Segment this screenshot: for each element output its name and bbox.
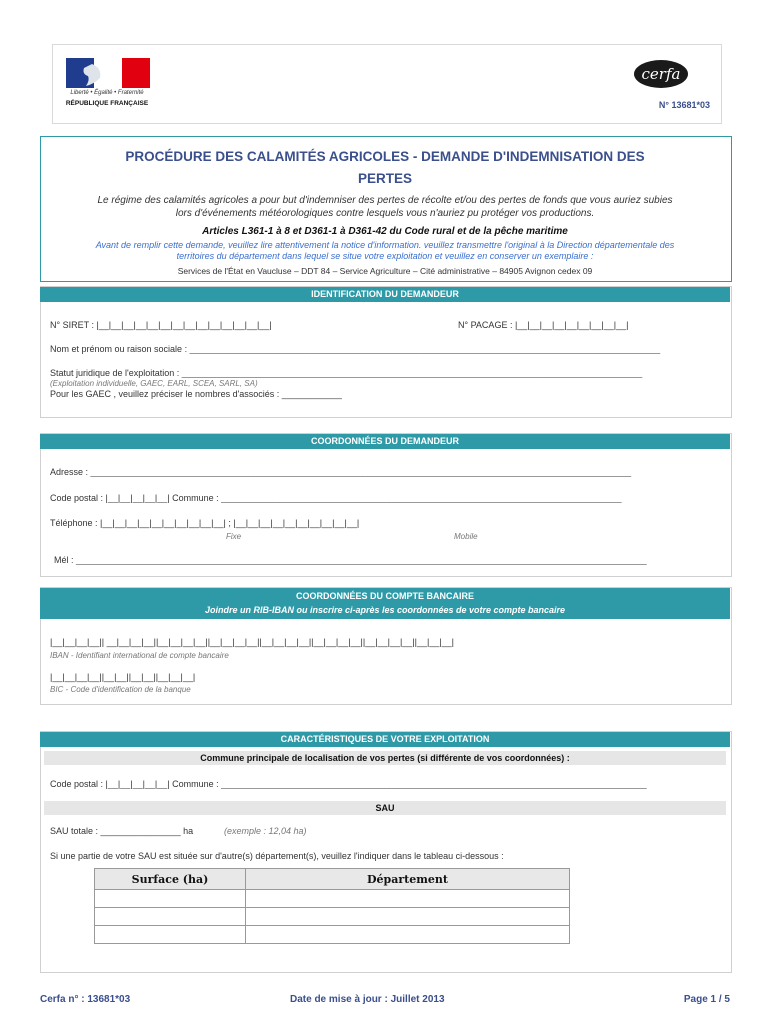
- table-cell[interactable]: [246, 908, 570, 926]
- exploitation-code-postal-field[interactable]: Code postal : |__|__|__|__|__| Commune : _____________________________________________________________________________________: [50, 779, 647, 789]
- gaec-field[interactable]: Pour les GAEC , veuillez préciser le nombres d'associés : ____________: [50, 389, 342, 399]
- title-line-2: PERTES: [357, 171, 412, 186]
- notice-line-2: territoires du département dans lequel se situe votre exploitation et veuillez en conserver un exemplaire :: [176, 251, 594, 261]
- commune-bar: Commune principale de localisation de vos pertes (si différente de vos coordonnées) :: [44, 751, 726, 765]
- republic-text: RÉPUBLIQUE FRANÇAISE: [65, 100, 149, 107]
- table-row[interactable]: [95, 908, 570, 926]
- iban-field[interactable]: |__|__|__|__|| __|__|__|__||__|__|__|__||__|__|__|__||__|__|__|__||__|__|__|__||__|__|__|__||__|__|__|: [50, 637, 455, 647]
- bancaire-bar: [40, 588, 730, 619]
- iban-hint: IBAN - Identifiant international de compte bancaire: [50, 651, 229, 660]
- nom-field[interactable]: Nom et prénom ou raison sociale : ______________________________________________________________________________________________: [50, 344, 661, 354]
- sau-exemple: (exemple : 12,04 ha): [224, 826, 307, 836]
- intro-line-1: Le régime des calamités agricoles a pour but d'indemniser des pertes de récolte et/ou des pertes de fonds que vous auriez subies: [97, 195, 673, 206]
- footer-date: Date de mise à jour : Juillet 2013: [290, 994, 445, 1005]
- sau-bar: SAU: [44, 801, 726, 815]
- surface-table: [94, 868, 570, 944]
- surface-header: Surface (ha): [95, 869, 246, 890]
- sau-text: Si une partie de votre SAU est située sur d'autre(s) département(s), veuillez l'indiquer dans le tableau ci-dessous :: [50, 851, 504, 861]
- identification-bar: IDENTIFICATION DU DEMANDEUR: [40, 287, 730, 302]
- bic-field[interactable]: |__|__|__|__||__|__||__|__||__|__|__|: [50, 672, 196, 682]
- table-row[interactable]: [95, 926, 570, 944]
- articles-text: Articles L361-1 à 8 et D361-1 à D361-42 du Code rural et de la pêche maritime: [202, 226, 568, 237]
- page-title: [40, 146, 730, 190]
- table-cell[interactable]: [246, 890, 570, 908]
- bancaire-bar-title: COORDONNÉES DU COMPTE BANCAIRE: [295, 591, 474, 601]
- motto-text: Liberté • Égalité • Fraternité: [70, 90, 144, 96]
- pacage-field[interactable]: N° PACAGE : |__|__|__|__|__|__|__|__|__|: [458, 320, 629, 330]
- table-cell[interactable]: [246, 926, 570, 944]
- coordonnees-bar: COORDONNÉES DU DEMANDEUR: [40, 434, 730, 449]
- departement-header: Département: [246, 869, 570, 890]
- telephone-field[interactable]: Téléphone : |__|__|__|__|__|__|__|__|__|__| ; |__|__|__|__|__|__|__|__|__|__|: [50, 518, 360, 528]
- cerfa-number: N° 13681*03: [658, 100, 710, 110]
- table-row[interactable]: [95, 890, 570, 908]
- table-cell[interactable]: [95, 908, 246, 926]
- table-header-row: [95, 869, 570, 890]
- table-cell[interactable]: [95, 890, 246, 908]
- siret-field[interactable]: N° SIRET : |__|__|__|__|__|__|__|__|__|__|__|__|__|__|: [50, 320, 272, 330]
- mobile-label: Mobile: [454, 532, 478, 541]
- bancaire-bar-subtitle: Joindre un RIB-IBAN ou inscrire ci-après les coordonnées de votre compte bancaire: [204, 605, 566, 615]
- exploitation-bar: CARACTÉRISTIQUES DE VOTRE EXPLOITATION: [40, 732, 730, 747]
- intro-text: [48, 194, 722, 220]
- fixe-label: Fixe: [226, 532, 242, 541]
- notice-line-1: Avant de remplir cette demande, veuillez lire attentivement la notice d'information. veuillez transmettre l'original à la Direction départementale des: [95, 240, 675, 250]
- table-cell[interactable]: [95, 926, 246, 944]
- services-address: Services de l'État en Vaucluse – DDT 84 – Service Agriculture – Cité administrative – 84905 Avignon cedex 09: [177, 266, 593, 276]
- cerfa-logo: cerfa: [634, 60, 688, 88]
- title-line-1: PROCÉDURE DES CALAMITÉS AGRICOLES - DEMANDE D'INDEMNISATION DES: [125, 149, 645, 164]
- statut-hint: (Exploitation individuelle, GAEC, EARL, SCEA, SARL, SA): [50, 379, 258, 388]
- header-box: [52, 44, 722, 124]
- intro-line-2: lors d'événements météorologiques contre lesquels vous n'auriez pu protéger vos productions.: [175, 208, 595, 219]
- bic-hint: BIC - Code d'identification de la banque: [50, 685, 191, 694]
- statut-field[interactable]: Statut juridique de l'exploitation : ____________________________________________________________________________________________: [50, 368, 643, 378]
- code-postal-field[interactable]: Code postal : |__|__|__|__|__| Commune : ________________________________________________________________________________: [50, 493, 622, 503]
- footer-cerfa: Cerfa n° : 13681*03: [40, 994, 131, 1005]
- mel-field[interactable]: Mél : __________________________________________________________________________________________________________________: [54, 555, 647, 565]
- adresse-field[interactable]: Adresse : ____________________________________________________________________________________________________________: [50, 467, 632, 477]
- notice-text: [48, 240, 722, 262]
- footer-page: Page 1 / 5: [683, 994, 730, 1005]
- sau-totale-field[interactable]: SAU totale : ________________ ha: [50, 826, 194, 836]
